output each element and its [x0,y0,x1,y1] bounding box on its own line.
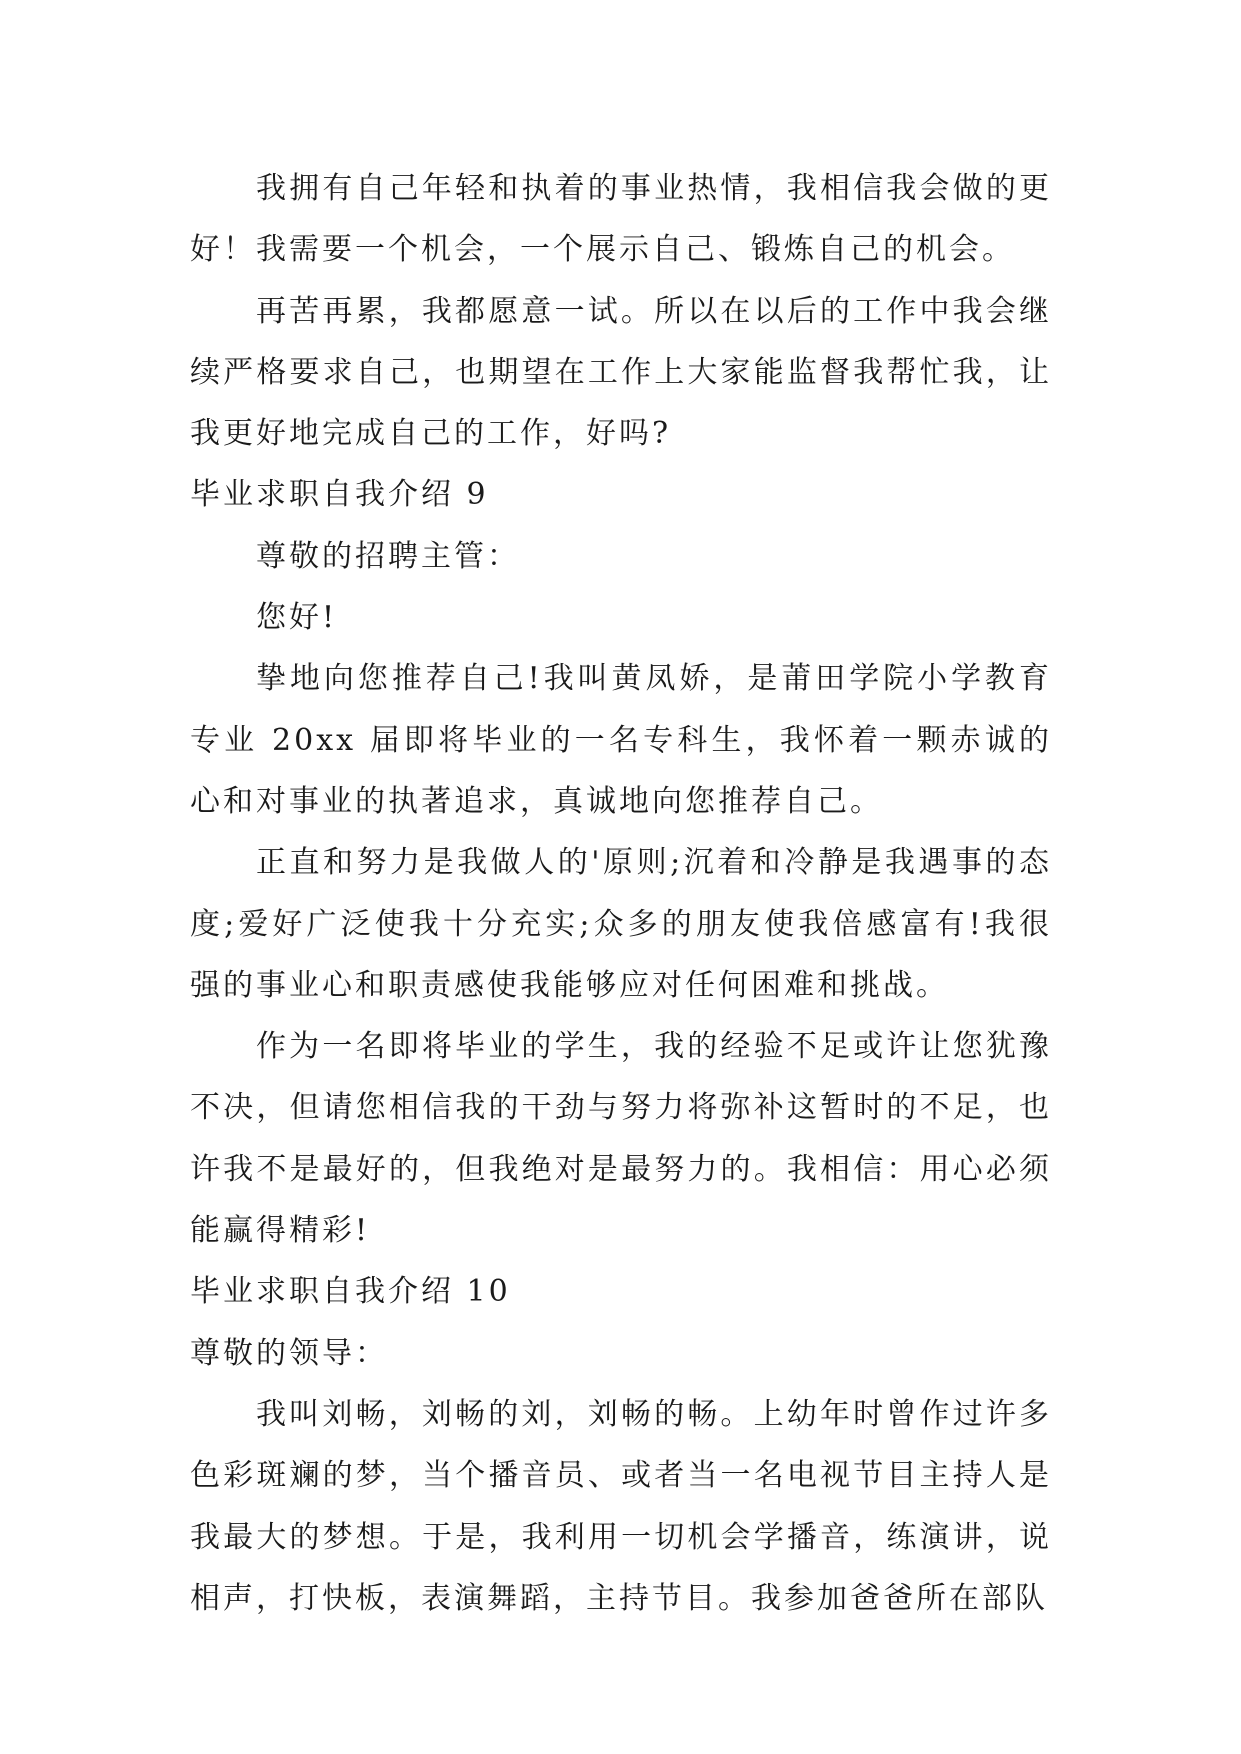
section-heading: 毕业求职自我介绍 10 [190,1274,511,1310]
salutation: 尊敬的领导： [190,1335,388,1371]
section-heading: 毕业求职自我介绍 9 [190,477,489,513]
greeting: 您好! [256,600,338,636]
body-paragraph: 作为一名即将毕业的学生，我的经验不足或许让您犹豫不决，但请您相信我的干劲与努力将弥补这暂时的不足，也许我不是最好的，但我绝对是最努力的。我相信：用心必须能赢得精彩! [190,1029,1052,1249]
document-body [190,158,1052,1629]
body-paragraph: 我拥有自己年轻和执着的事业热情，我相信我会做的更好！我需要一个机会，一个展示自己、锻炼自己的机会。 [190,171,1052,268]
body-paragraph: 挚地向您推荐自己!我叫黄凤娇，是莆田学院小学教育专业 20xx 届即将毕业的一名专科生，我怀着一颗赤诚的心和对事业的执著追求，真诚地向您推荐自己。 [190,661,1052,819]
body-paragraph: 正直和努力是我做人的'原则;沉着和冷静是我遇事的态度;爱好广泛使我十分充实;众多的朋友使我倍感富有!我很强的事业心和职责感使我能够应对任何困难和挑战。 [190,845,1052,1003]
salutation: 尊敬的招聘主管： [256,538,520,574]
body-paragraph: 再苦再累，我都愿意一试。所以在以后的工作中我会继续严格要求自己，也期望在工作上大家能监督我帮忙我，让我更好地完成自己的工作，好吗? [190,293,1052,452]
body-paragraph: 我叫刘畅，刘畅的刘，刘畅的畅。上幼年时曾作过许多色彩斑斓的梦，当个播音员、或者当一名电视节目主持人是我最大的梦想。于是，我利用一切机会学播音，练演讲，说相声，打快板，表演舞蹈，主持节目。我参加爸爸所在部队 [190,1396,1052,1616]
